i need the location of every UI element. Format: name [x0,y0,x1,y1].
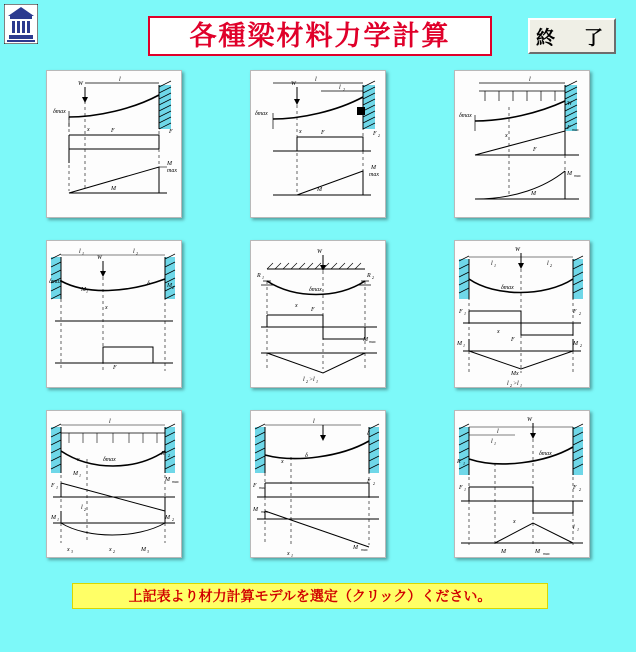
svg-text:max: max [261,509,268,514]
svg-text:l: l [81,505,83,511]
svg-text:l: l [547,261,549,267]
svg-text:1: 1 [316,379,318,384]
svg-text:2: 2 [579,487,581,492]
svg-text:δmax: δmax [309,287,322,293]
svg-text:2: 2 [579,311,581,316]
svg-text:W: W [317,249,322,255]
svg-text:M: M [353,545,358,551]
svg-text:M: M [111,186,116,192]
svg-text:F: F [511,337,515,343]
svg-text:l: l [339,85,341,91]
svg-text:l: l [119,77,121,83]
svg-text:1: 1 [494,263,496,268]
svg-text:W: W [567,101,572,107]
svg-text:l: l [303,377,305,383]
svg-text:max: max [361,547,368,552]
svg-text:M: M [81,287,86,293]
svg-text:2: 2 [378,133,380,138]
svg-text:M: M [501,549,506,555]
svg-text:l: l [133,249,135,255]
svg-text:x: x [105,305,108,311]
svg-text:W: W [527,417,532,423]
svg-text:2: 2 [306,379,308,384]
svg-text:3: 3 [71,549,73,554]
svg-text:F: F [573,485,577,491]
svg-text:M: M [165,515,170,521]
svg-text:l: l [313,419,315,425]
svg-text:2: 2 [172,517,174,522]
svg-text:δ: δ [367,431,370,437]
svg-text:M: M [253,507,258,513]
svg-text:1: 1 [494,441,496,446]
svg-text:l: l [315,77,317,83]
svg-text:l: l [491,439,493,445]
instruction-banner [72,583,548,609]
svg-text:F: F [367,479,371,485]
svg-text:x: x [109,547,112,553]
svg-text:1: 1 [463,461,465,466]
model-thumbnail-cantilever-partial-load[interactable] [250,70,386,218]
svg-text:M: M [161,451,166,457]
svg-text:2: 2 [510,383,512,387]
svg-text:F: F [111,128,115,134]
svg-text:2: 2 [580,343,582,348]
svg-text:1: 1 [57,517,59,522]
svg-text:x: x [505,133,508,139]
svg-text:M: M [457,341,462,347]
model-grid [46,70,590,558]
svg-text:x: x [77,457,80,463]
svg-text:2: 2 [343,87,345,92]
svg-text:δmax: δmax [53,109,66,115]
svg-text:W: W [291,81,296,87]
svg-text:F: F [373,131,377,137]
svg-text:M: M [141,547,146,553]
instruction-text: 上記表より材力計算モデルを選定（クリック）ください。 [128,588,492,604]
svg-text:x: x [513,519,516,525]
svg-text:M: M [51,515,56,521]
svg-text:1: 1 [56,485,58,490]
svg-text:F: F [573,309,577,315]
svg-text:M: M [165,477,170,483]
svg-text:F: F [253,483,257,489]
svg-text:F: F [567,125,571,131]
svg-text:δmax: δmax [459,113,472,119]
svg-text:2: 2 [172,285,174,290]
svg-text:x: x [295,303,298,309]
svg-text:M: M [363,337,368,343]
svg-text:M: M [531,191,536,197]
svg-text:2: 2 [372,275,374,280]
svg-text:F: F [51,483,55,489]
svg-text:Mx: Mx [511,371,519,377]
model-thumbnail-simple-beam-center-load[interactable] [250,240,386,388]
svg-text:max: max [574,173,581,178]
svg-text:x: x [497,329,500,335]
model-thumbnail-cantilever-uniform-load[interactable] [46,70,182,218]
svg-text:l: l [529,77,531,83]
svg-text:M: M [573,341,578,347]
svg-text:l: l [491,261,493,267]
svg-text:1: 1 [463,343,465,348]
svg-text:1: 1 [577,527,579,532]
svg-text:2: 2 [550,263,552,268]
svg-text:max: max [369,339,376,344]
svg-text:M: M [371,165,376,171]
svg-text:2: 2 [84,507,86,512]
svg-text:l: l [109,419,111,425]
svg-text:M: M [567,171,572,177]
svg-text:max: max [572,127,579,132]
svg-text:M: M [167,283,172,289]
model-thumbnail-overhanging-beam-load[interactable] [454,410,590,558]
svg-text:2: 2 [373,481,375,486]
svg-text:R: R [257,273,261,279]
model-thumbnail-fixed-beam-point-load[interactable] [46,240,182,388]
svg-text:δmax: δmax [501,285,514,291]
page-title-text: 各種梁材料力学計算 [189,20,451,51]
svg-text:M: M [167,161,172,167]
svg-text:max: max [172,479,179,484]
model-thumbnail-propped-cantilever-point-load[interactable] [250,410,386,558]
svg-text:1: 1 [464,311,466,316]
svg-text:x: x [281,459,284,465]
svg-text:>l: >l [309,377,315,383]
svg-text:F: F [533,147,537,153]
svg-text:max: max [167,168,177,174]
svg-text:1: 1 [520,383,522,387]
svg-text:max: max [543,551,550,556]
svg-text:1: 1 [464,487,466,492]
svg-text:F: F [459,309,463,315]
svg-text:1: 1 [86,289,88,294]
svg-text:1: 1 [79,473,81,478]
svg-text:δmax: δmax [539,451,552,457]
svg-text:2: 2 [136,251,138,256]
svg-text:1: 1 [82,251,84,256]
svg-text:l: l [573,525,575,531]
svg-text:F: F [321,130,325,136]
svg-text:W: W [97,255,102,261]
building-logo-icon [4,4,38,44]
svg-text:M: M [73,471,78,477]
svg-text:δmax: δmax [49,279,62,285]
model-thumbnail-cantilever-distributed-load[interactable] [454,70,590,218]
svg-text:δmax: δmax [103,457,116,463]
svg-text:M: M [317,187,322,193]
svg-text:>l: >l [513,381,519,387]
svg-text:M: M [535,549,540,555]
svg-text:W: W [515,247,520,253]
end-button[interactable] [528,18,616,54]
end-button-label: 終 了 [535,27,608,49]
svg-text:l: l [79,249,81,255]
model-thumbnail-fixed-both-ends-point-load[interactable] [454,240,590,388]
page-title [148,16,492,56]
svg-text:F: F [113,365,117,371]
svg-text:2: 2 [113,549,115,554]
svg-text:max: max [369,172,379,178]
model-thumbnail-fixed-both-ends-uniform-load[interactable] [46,410,182,558]
svg-text:x: x [287,551,290,557]
svg-text:x: x [299,129,302,135]
svg-text:max: max [259,485,266,490]
svg-text:l: l [507,381,509,387]
svg-text:1: 1 [262,275,264,280]
svg-text:3: 3 [147,549,149,554]
svg-text:F: F [169,129,173,135]
svg-text:1: 1 [291,553,293,557]
svg-text:δmax: δmax [255,111,268,117]
svg-text:δ: δ [147,281,150,287]
svg-text:x: x [87,127,90,133]
svg-text:l: l [497,429,499,435]
svg-text:F: F [459,485,463,491]
svg-text:R: R [367,273,371,279]
svg-text:R: R [457,459,461,465]
svg-text:F: F [311,307,315,313]
svg-text:W: W [78,81,83,87]
svg-text:δ: δ [305,453,308,459]
svg-text:2: 2 [168,453,170,458]
svg-text:x: x [67,547,70,553]
